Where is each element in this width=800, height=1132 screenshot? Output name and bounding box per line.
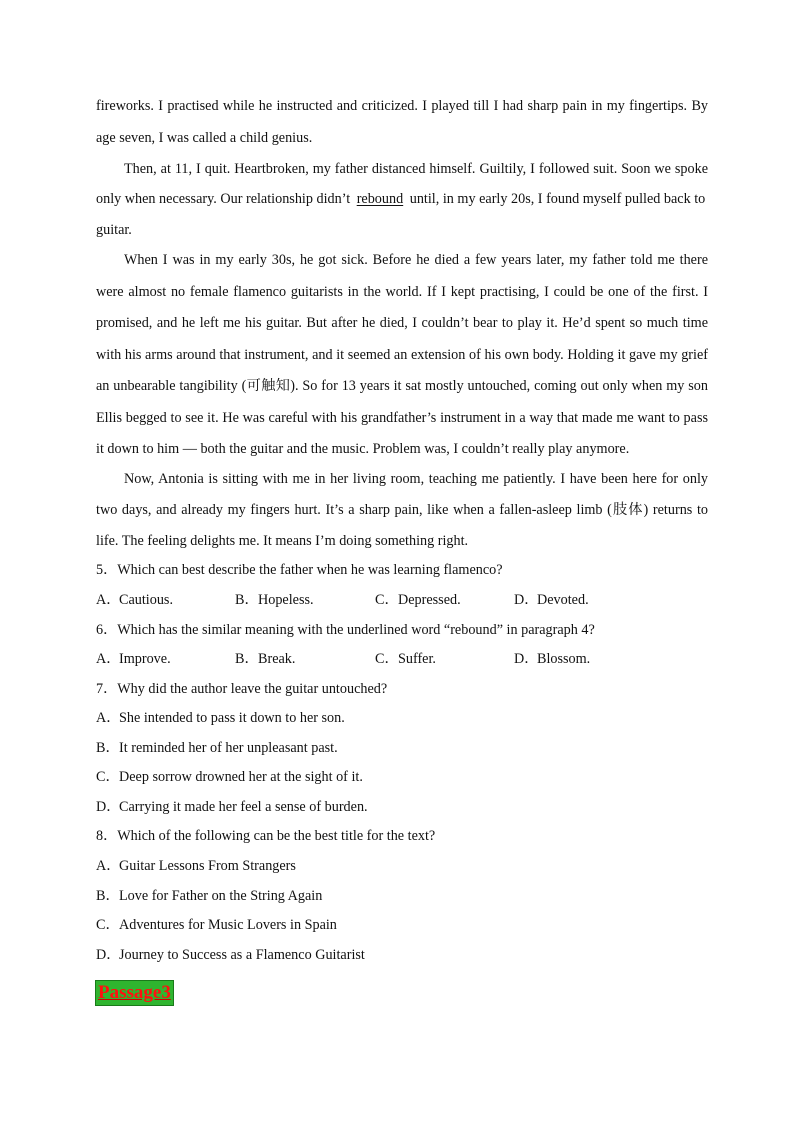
passage-line-with-underline <box>96 190 708 208</box>
option-b: B．Hopeless. <box>235 592 314 608</box>
passage-line: fireworks. I practised while he instructed and criticized. I played till I had sharp pain in my fingertips. By <box>96 98 708 114</box>
passage-line: guitar. <box>96 222 132 238</box>
passage-line: promised, and he left me his guitar. But after he died, I couldn’t bear to play it. He’d spent so much time <box>96 315 708 331</box>
option-a: A．Cautious. <box>96 592 173 608</box>
passage-line: Now, Antonia is sitting with me in her living room, teaching me patiently. I have been here for only <box>124 471 708 487</box>
passage-line: Then, at 11, I quit. Heartbroken, my father distanced himself. Guiltily, I followed suit. Soon we spoke <box>124 161 708 177</box>
option-c: C．Deep sorrow drowned her at the sight of it. <box>96 769 363 785</box>
question-8-stem: 8．Which of the following can be the best title for the text? <box>96 828 436 844</box>
underlined-word-rebound: rebound <box>356 191 404 207</box>
option-a: A．Improve. <box>96 651 171 667</box>
question-7-stem: 7．Why did the author leave the guitar untouched? <box>96 681 388 697</box>
option-d: D．Devoted. <box>514 592 589 608</box>
option-c: C．Depressed. <box>375 592 461 608</box>
passage-line: age seven, I was called a child genius. <box>96 130 313 146</box>
passage-line: Ellis begged to see it. He was careful with his grandfather’s instrument in a way that made me want to pass <box>96 410 708 426</box>
passage-line: an unbearable tangibility (可触知). So for 13 years it sat mostly untouched, coming out only when my son <box>96 378 708 394</box>
option-a: A．Guitar Lessons From Strangers <box>96 858 296 874</box>
option-a: A．She intended to pass it down to her son. <box>96 710 345 726</box>
passage-line: When I was in my early 30s, he got sick. Before he died a few years later, my father told me there <box>124 252 708 268</box>
passage-line: were almost no female flamenco guitarists in the world. If I kept practising, I could be one of the first. I <box>96 284 708 300</box>
question-6-stem: 6．Which has the similar meaning with the underlined word “rebound” in paragraph 4? <box>96 622 595 638</box>
passage-text: only when necessary. Our relationship didn’t <box>96 191 351 207</box>
passage-section-badge: Passage3 <box>95 980 174 1006</box>
option-c: C．Suffer. <box>375 651 436 667</box>
passage-line: with his arms around that instrument, and it seemed an extension of his own body. Holding it gave my grief <box>96 347 708 363</box>
option-c: C．Adventures for Music Lovers in Spain <box>96 917 337 933</box>
option-b: B．It reminded her of her unpleasant past. <box>96 740 338 756</box>
option-b: B．Love for Father on the String Again <box>96 888 323 904</box>
option-d: D．Journey to Success as a Flamenco Guitarist <box>96 947 365 963</box>
option-d: D．Carrying it made her feel a sense of burden. <box>96 799 368 815</box>
passage-line: two days, and already my fingers hurt. It’s a sharp pain, like when a fallen-asleep limb (肢体) returns to <box>96 502 708 518</box>
question-5-stem: 5．Which can best describe the father when he was learning flamenco? <box>96 562 503 578</box>
passage-line: life. The feeling delights me. It means I’m doing something right. <box>96 533 469 549</box>
passage-text: until, in my early 20s, I found myself pulled back to <box>409 191 706 207</box>
passage-line: it down to him — both the guitar and the music. Problem was, I couldn’t really play anymore. <box>96 441 630 457</box>
option-b: B．Break. <box>235 651 296 667</box>
option-d: D．Blossom. <box>514 651 591 667</box>
